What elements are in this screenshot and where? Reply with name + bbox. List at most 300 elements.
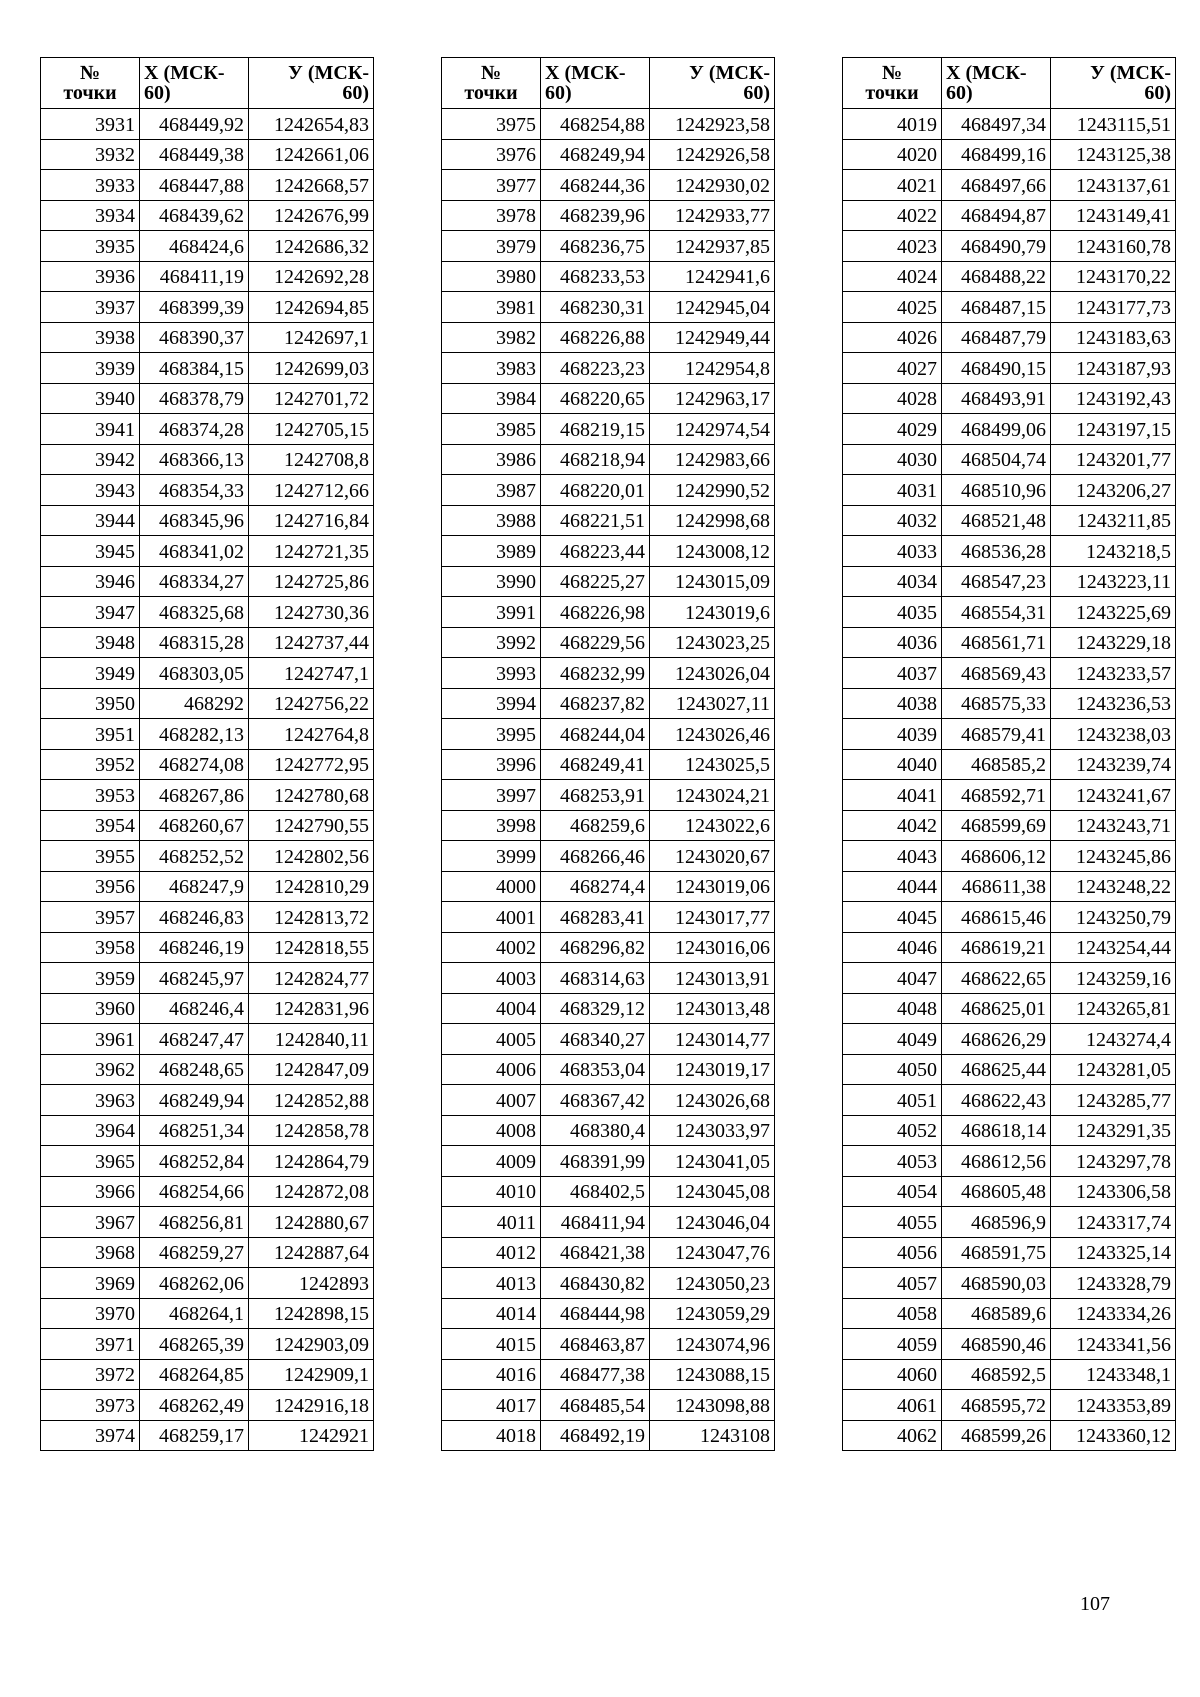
point-number-cell: 3946 [41,566,140,597]
y-coordinate-cell: 1243353,89 [1051,1390,1176,1421]
x-coordinate-cell: 468274,4 [541,871,650,902]
table-row [442,993,775,1024]
x-coordinate-cell: 468353,04 [541,1054,650,1085]
point-number-cell: 4062 [843,1420,942,1451]
table-row [843,749,1176,780]
x-coordinate-cell: 468605,48 [942,1176,1051,1207]
table-row [41,322,374,353]
header-line: точки [464,82,518,104]
x-coordinate-header [140,58,249,109]
point-number-cell: 4008 [442,1115,541,1146]
x-coordinate-cell: 468589,6 [942,1298,1051,1329]
y-coordinate-cell: 1242945,04 [650,292,775,323]
x-coordinate-cell: 468252,84 [140,1146,249,1177]
y-coordinate-cell: 1242818,55 [249,932,374,963]
header-line: X (МСК- [545,62,626,84]
table-row [843,383,1176,414]
table-row [843,841,1176,872]
x-coordinate-cell: 468625,44 [942,1054,1051,1085]
y-coordinate-cell: 1243016,06 [650,932,775,963]
y-coordinate-cell: 1242983,66 [650,444,775,475]
point-number-cell: 4005 [442,1024,541,1055]
x-coordinate-cell: 468334,27 [140,566,249,597]
y-coordinate-cell: 1242941,6 [650,261,775,292]
table-row [41,109,374,140]
y-coordinate-cell: 1243160,78 [1051,231,1176,262]
header-line: точки [63,82,117,104]
table-row [41,139,374,170]
point-number-cell: 3952 [41,749,140,780]
point-number-cell: 4018 [442,1420,541,1451]
y-coordinate-cell: 1243206,27 [1051,475,1176,506]
page-number: 107 [1080,1593,1110,1615]
point-number-cell: 4058 [843,1298,942,1329]
table-row [843,322,1176,353]
point-number-header [442,58,541,109]
y-coordinate-cell: 1243024,21 [650,780,775,811]
table-row [843,1085,1176,1116]
x-coordinate-cell: 468260,67 [140,810,249,841]
x-coordinate-cell: 468411,94 [541,1207,650,1238]
x-coordinate-cell: 468256,81 [140,1207,249,1238]
point-number-cell: 4028 [843,383,942,414]
y-coordinate-cell: 1242858,78 [249,1115,374,1146]
y-coordinate-cell: 1242872,08 [249,1176,374,1207]
point-number-cell: 3989 [442,536,541,567]
y-coordinate-cell: 1243019,17 [650,1054,775,1085]
x-coordinate-cell: 468488,22 [942,261,1051,292]
point-number-cell: 4007 [442,1085,541,1116]
x-coordinate-cell: 468239,96 [541,200,650,231]
y-coordinate-cell: 1243223,11 [1051,566,1176,597]
point-number-cell: 4038 [843,688,942,719]
x-coordinate-cell: 468223,23 [541,353,650,384]
point-number-cell: 3939 [41,353,140,384]
table-row [843,261,1176,292]
point-number-cell: 3947 [41,597,140,628]
table-row [442,810,775,841]
y-coordinate-cell: 1242824,77 [249,963,374,994]
y-coordinate-cell: 1243274,4 [1051,1024,1176,1055]
point-number-cell: 4050 [843,1054,942,1085]
y-coordinate-cell: 1242998,68 [650,505,775,536]
point-number-cell: 3997 [442,780,541,811]
y-coordinate-cell: 1243026,04 [650,658,775,689]
table-row [442,871,775,902]
point-number-cell: 4034 [843,566,942,597]
x-coordinate-cell: 468296,82 [541,932,650,963]
table-row [442,1359,775,1390]
table-row [843,1329,1176,1360]
table-row [442,932,775,963]
point-number-cell: 3942 [41,444,140,475]
table-row [41,200,374,231]
y-coordinate-cell: 1243348,1 [1051,1359,1176,1390]
x-coordinate-cell: 468596,9 [942,1207,1051,1238]
y-coordinate-cell: 1243088,15 [650,1359,775,1390]
x-coordinate-cell: 468625,01 [942,993,1051,1024]
y-coordinate-cell: 1243291,35 [1051,1115,1176,1146]
table-row [843,1146,1176,1177]
point-number-cell: 4021 [843,170,942,201]
point-number-cell: 3935 [41,231,140,262]
y-coordinate-cell: 1243325,14 [1051,1237,1176,1268]
x-coordinate-cell: 468264,85 [140,1359,249,1390]
table-row [41,658,374,689]
y-coordinate-cell: 1243243,71 [1051,810,1176,841]
table-row [442,658,775,689]
point-number-cell: 3980 [442,261,541,292]
point-number-cell: 3950 [41,688,140,719]
y-coordinate-cell: 1242903,09 [249,1329,374,1360]
x-coordinate-cell: 468233,53 [541,261,650,292]
table-row [843,505,1176,536]
table-row [843,719,1176,750]
point-number-cell: 4017 [442,1390,541,1421]
x-coordinate-cell: 468249,94 [541,139,650,170]
table-row [843,200,1176,231]
x-coordinate-cell: 468262,06 [140,1268,249,1299]
y-coordinate-cell: 1243238,03 [1051,719,1176,750]
point-number-header [843,58,942,109]
table-row [843,1298,1176,1329]
table-row [41,871,374,902]
x-coordinate-cell: 468329,12 [541,993,650,1024]
point-number-cell: 3931 [41,109,140,140]
x-coordinate-cell: 468303,05 [140,658,249,689]
y-coordinate-cell: 1243334,26 [1051,1298,1176,1329]
header-line: 60) [946,82,973,104]
y-coordinate-cell: 1243020,67 [650,841,775,872]
y-coordinate-cell: 1243026,68 [650,1085,775,1116]
y-coordinate-cell: 1243360,12 [1051,1420,1176,1451]
x-coordinate-cell: 468225,27 [541,566,650,597]
table-row [41,1115,374,1146]
table-row [843,780,1176,811]
x-coordinate-cell: 468485,54 [541,1390,650,1421]
x-coordinate-cell: 468340,27 [541,1024,650,1055]
x-coordinate-cell: 468494,87 [942,200,1051,231]
table-row [41,1268,374,1299]
table-row [442,231,775,262]
point-number-cell: 3934 [41,200,140,231]
point-number-cell: 4002 [442,932,541,963]
y-coordinate-cell: 1242963,17 [650,383,775,414]
table-row [843,292,1176,323]
x-coordinate-cell: 468254,66 [140,1176,249,1207]
y-coordinate-cell: 1243074,96 [650,1329,775,1360]
table-row [41,261,374,292]
point-number-cell: 4009 [442,1146,541,1177]
y-coordinate-cell: 1242926,58 [650,139,775,170]
x-coordinate-cell: 468575,33 [942,688,1051,719]
y-coordinate-cell: 1242909,1 [249,1359,374,1390]
point-number-cell: 4026 [843,322,942,353]
x-coordinate-cell: 468229,56 [541,627,650,658]
y-coordinate-cell: 1243317,74 [1051,1207,1176,1238]
x-coordinate-cell: 468510,96 [942,475,1051,506]
x-coordinate-cell: 468247,47 [140,1024,249,1055]
table-row [442,1298,775,1329]
x-coordinate-cell: 468599,69 [942,810,1051,841]
table-row [41,536,374,567]
point-number-cell: 3965 [41,1146,140,1177]
y-coordinate-cell: 1243245,86 [1051,841,1176,872]
y-coordinate-cell: 1243183,63 [1051,322,1176,353]
x-coordinate-cell: 468259,27 [140,1237,249,1268]
y-coordinate-cell: 1242686,32 [249,231,374,262]
y-coordinate-cell: 1242692,28 [249,261,374,292]
table-row [843,1420,1176,1451]
y-coordinate-cell: 1242790,55 [249,810,374,841]
table-row [442,902,775,933]
point-number-cell: 3967 [41,1207,140,1238]
y-coordinate-cell: 1242852,88 [249,1085,374,1116]
y-coordinate-cell: 1243250,79 [1051,902,1176,933]
y-coordinate-cell: 1242921 [249,1420,374,1451]
table-header-row [41,58,374,109]
y-coordinate-cell: 1243241,67 [1051,780,1176,811]
y-coordinate-cell: 1243281,05 [1051,1054,1176,1085]
point-number-cell: 3995 [442,719,541,750]
table-row [442,627,775,658]
point-number-cell: 3962 [41,1054,140,1085]
header-line: 60) [743,82,770,104]
header-line: У (МСК- [689,62,770,84]
y-coordinate-cell: 1242697,1 [249,322,374,353]
x-coordinate-cell: 468590,03 [942,1268,1051,1299]
point-number-cell: 3978 [442,200,541,231]
point-number-cell: 4016 [442,1359,541,1390]
x-coordinate-cell: 468497,66 [942,170,1051,201]
point-number-cell: 3991 [442,597,541,628]
table-row [41,841,374,872]
x-coordinate-cell: 468223,44 [541,536,650,567]
header-line: У (МСК- [1090,62,1171,84]
table-row [843,231,1176,262]
table-row [843,627,1176,658]
x-coordinate-cell: 468477,38 [541,1359,650,1390]
table-row [442,1024,775,1055]
y-coordinate-cell: 1243177,73 [1051,292,1176,323]
x-coordinate-cell: 468244,04 [541,719,650,750]
point-number-cell: 4054 [843,1176,942,1207]
table-row [442,353,775,384]
point-number-cell: 4046 [843,932,942,963]
table-row [442,566,775,597]
table-row [843,1207,1176,1238]
point-number-cell: 4000 [442,871,541,902]
y-coordinate-cell: 1243201,77 [1051,444,1176,475]
x-coordinate-cell: 468220,65 [541,383,650,414]
y-coordinate-header [650,58,775,109]
x-coordinate-cell: 468554,31 [942,597,1051,628]
x-coordinate-cell: 468569,43 [942,658,1051,689]
y-coordinate-cell: 1242772,95 [249,749,374,780]
table-row [442,719,775,750]
point-number-cell: 4057 [843,1268,942,1299]
x-coordinate-cell: 468449,38 [140,139,249,170]
point-number-cell: 4010 [442,1176,541,1207]
point-number-cell: 3966 [41,1176,140,1207]
y-coordinate-cell: 1243013,48 [650,993,775,1024]
x-coordinate-cell: 468292 [140,688,249,719]
point-number-cell: 4024 [843,261,942,292]
y-coordinate-cell: 1243013,91 [650,963,775,994]
y-coordinate-cell: 1242708,8 [249,444,374,475]
y-coordinate-cell: 1243137,61 [1051,170,1176,201]
coordinates-table-3 [842,57,1176,1451]
point-number-cell: 4012 [442,1237,541,1268]
y-coordinate-cell: 1243108 [650,1420,775,1451]
point-number-cell: 4001 [442,902,541,933]
point-number-cell: 4061 [843,1390,942,1421]
point-number-cell: 3986 [442,444,541,475]
y-coordinate-cell: 1242813,72 [249,902,374,933]
y-coordinate-cell: 1242864,79 [249,1146,374,1177]
x-coordinate-cell: 468591,75 [942,1237,1051,1268]
x-coordinate-cell: 468219,15 [541,414,650,445]
table-row [442,1085,775,1116]
x-coordinate-cell: 468221,51 [541,505,650,536]
table-row [843,1237,1176,1268]
point-number-cell: 3987 [442,475,541,506]
header-line: 60) [342,82,369,104]
table-row [41,1298,374,1329]
y-coordinate-cell: 1243015,09 [650,566,775,597]
y-coordinate-cell: 1243008,12 [650,536,775,567]
x-coordinate-cell: 468341,02 [140,536,249,567]
x-coordinate-cell: 468264,1 [140,1298,249,1329]
x-coordinate-cell: 468585,2 [942,749,1051,780]
y-coordinate-cell: 1242694,85 [249,292,374,323]
y-coordinate-cell: 1242887,64 [249,1237,374,1268]
table-row [41,414,374,445]
table-row [41,1146,374,1177]
point-number-cell: 4006 [442,1054,541,1085]
x-coordinate-cell: 468592,71 [942,780,1051,811]
y-coordinate-cell: 1243047,76 [650,1237,775,1268]
y-coordinate-cell: 1243019,6 [650,597,775,628]
point-number-cell: 3944 [41,505,140,536]
point-number-cell: 4055 [843,1207,942,1238]
table-row [843,170,1176,201]
point-number-cell: 3955 [41,841,140,872]
table-row [41,170,374,201]
x-coordinate-cell: 468259,6 [541,810,650,841]
point-number-cell: 4027 [843,353,942,384]
table-row [442,139,775,170]
table-row [442,292,775,323]
point-number-cell: 4025 [843,292,942,323]
point-number-cell: 3998 [442,810,541,841]
x-coordinate-header [942,58,1051,109]
point-number-cell: 4020 [843,139,942,170]
table-row [843,871,1176,902]
x-coordinate-cell: 468251,34 [140,1115,249,1146]
x-coordinate-cell: 468367,42 [541,1085,650,1116]
table-header-row [843,58,1176,109]
point-number-header [41,58,140,109]
header-line: № [480,62,502,84]
y-coordinate-cell: 1242699,03 [249,353,374,384]
point-number-cell: 3970 [41,1298,140,1329]
x-coordinate-cell: 468579,41 [942,719,1051,750]
x-coordinate-cell: 468430,82 [541,1268,650,1299]
x-coordinate-cell: 468619,21 [942,932,1051,963]
x-coordinate-cell: 468254,88 [541,109,650,140]
point-number-cell: 4015 [442,1329,541,1360]
table-row [41,932,374,963]
table-row [41,810,374,841]
x-coordinate-cell: 468262,49 [140,1390,249,1421]
y-coordinate-cell: 1243233,57 [1051,658,1176,689]
table-row [442,261,775,292]
point-number-cell: 4003 [442,963,541,994]
table-row [843,1268,1176,1299]
point-number-cell: 4049 [843,1024,942,1055]
table-row [442,749,775,780]
table-row [843,1176,1176,1207]
table-row [41,1329,374,1360]
table-row [843,566,1176,597]
point-number-cell: 4004 [442,993,541,1024]
y-coordinate-cell: 1243236,53 [1051,688,1176,719]
y-coordinate-cell: 1243229,18 [1051,627,1176,658]
x-coordinate-cell: 468449,92 [140,109,249,140]
table-row [41,1176,374,1207]
table-row [41,963,374,994]
y-coordinate-cell: 1242705,15 [249,414,374,445]
x-coordinate-cell: 468390,37 [140,322,249,353]
x-coordinate-cell: 468487,15 [942,292,1051,323]
x-coordinate-cell: 468499,16 [942,139,1051,170]
point-number-cell: 3953 [41,780,140,811]
point-number-cell: 3941 [41,414,140,445]
y-coordinate-cell: 1242756,22 [249,688,374,719]
y-coordinate-cell: 1242747,1 [249,658,374,689]
y-coordinate-cell: 1243197,15 [1051,414,1176,445]
table-row [442,1420,775,1451]
table-row [41,505,374,536]
table-row [843,658,1176,689]
point-number-cell: 4056 [843,1237,942,1268]
point-number-cell: 4047 [843,963,942,994]
table-row [843,444,1176,475]
table-row [442,475,775,506]
x-coordinate-cell: 468547,23 [942,566,1051,597]
y-coordinate-header [1051,58,1176,109]
y-coordinate-cell: 1243328,79 [1051,1268,1176,1299]
y-coordinate-header [249,58,374,109]
point-number-cell: 3976 [442,139,541,170]
y-coordinate-cell: 1242974,54 [650,414,775,445]
x-coordinate-cell: 468590,46 [942,1329,1051,1360]
table-row [843,536,1176,567]
point-number-cell: 3979 [442,231,541,262]
table-row [41,475,374,506]
table-header-row [442,58,775,109]
table-row [41,688,374,719]
y-coordinate-cell: 1242654,83 [249,109,374,140]
table-row [41,1085,374,1116]
x-coordinate-cell: 468622,43 [942,1085,1051,1116]
point-number-cell: 3974 [41,1420,140,1451]
table-row [843,963,1176,994]
table-row [442,1146,775,1177]
x-coordinate-cell: 468220,01 [541,475,650,506]
x-coordinate-cell: 468314,63 [541,963,650,994]
